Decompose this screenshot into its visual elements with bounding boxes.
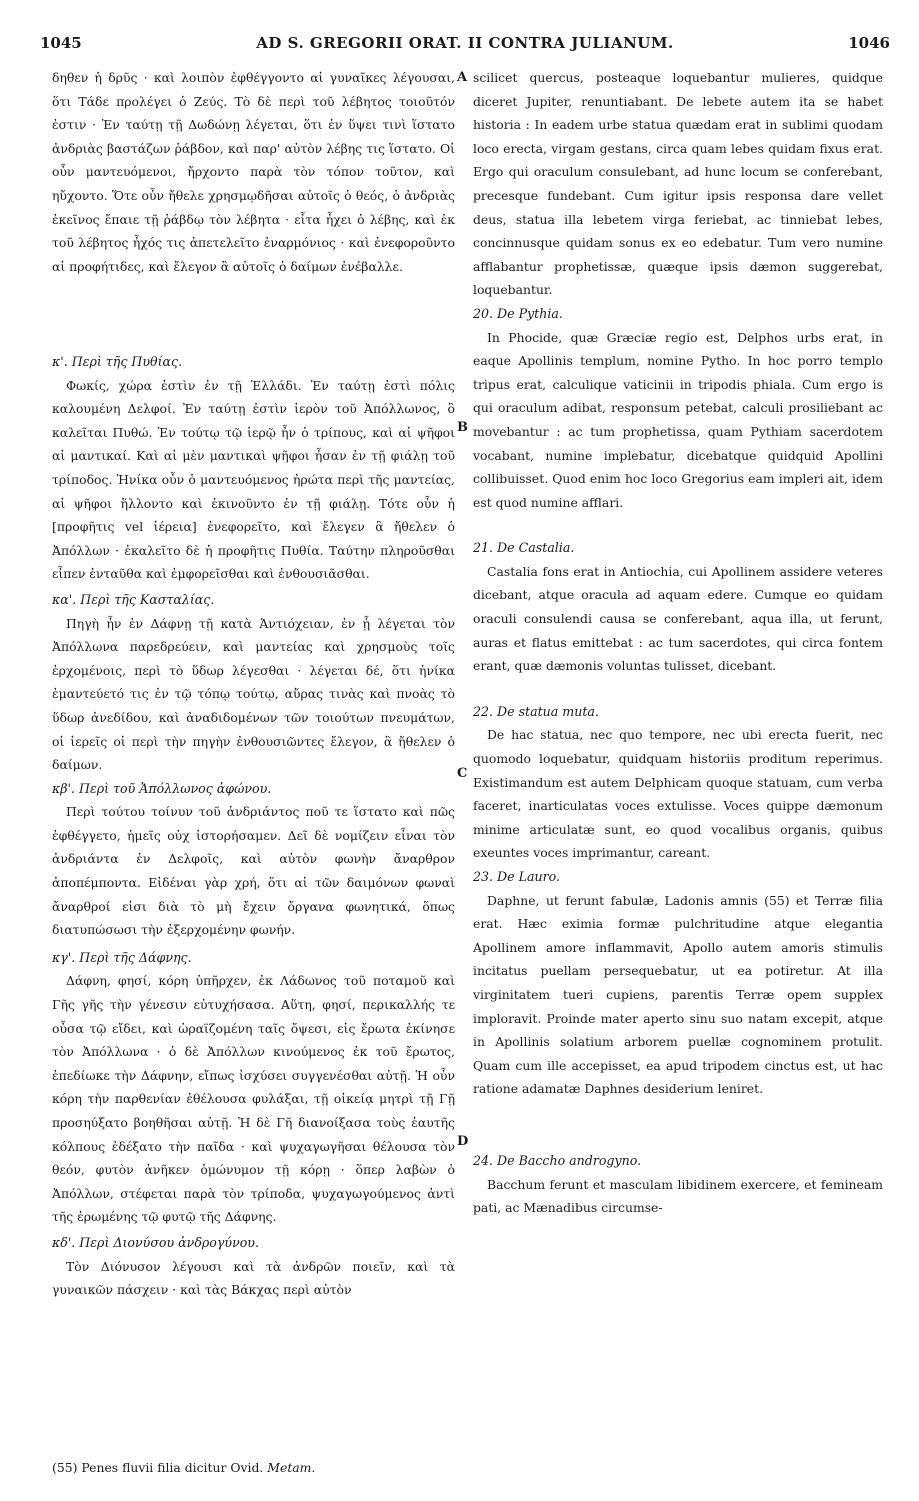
section-title: 24. De Baccho androgyno. xyxy=(473,1152,642,1168)
margin-letter-c: C xyxy=(457,766,468,781)
section-body: Castalia fons erat in Antiochia, cui Apollinem assidere veteres dicebant, atque oracula ad aquam edere. Cumque eo quidam oraculi consulendi causa se conferebant, aqua illa, ut ferunt, auras et flatus emittebat : ac tum sacerdotes, qui circa fontem erant, quæ dæmonis voluntas tulisset, dicebant. xyxy=(473,563,883,674)
page-header xyxy=(40,34,890,56)
latin-section-castalia xyxy=(473,536,883,678)
section-body: Δάφνη, φησί, κόρη ὑπῆρχεν, ἐκ Λάδωνος τοῦ ποταμοῦ καὶ Γῆς γῆς τὴν γένεσιν εὐτυχήσασα. Αὕτη, φησί, περικαλλής τε οὖσα τῷ εἴδει, καὶ ὡραϊζομένη ταῖς ὄψεσι, εἰς ἔρωτα ἐκίνησε τὸν Ἀπόλλωνα · ὁ δὲ Ἀπόλλων κινούμενος ἐκ τοῦ ἔρωτος, ἐπεδίωκε τὴν Δάφνην, εἴπως ἰσχύσει συγγενέσθαι αὐτῇ. Ἡ οὖν κόρη τὴν παρθενίαν ἐθέλουσα φυλάξαι, τῇ οἰκείᾳ μητρὶ τῇ Γῇ προσηύξατο βοηθῆσαι αὐτῇ. Ἡ δὲ Γῆ διανοίξασα τοὺς ἑαυτῆς κόλπους ἐδέξατο τὴν παῖδα · καὶ ψυχαγωγῆσαι θέλουσα τὸν θεόν, φυτὸν ἀνῆκεν ὁμώνυμον τῇ κόρῃ · ὅπερ λαβὼν ὁ Ἀπόλλων, στέφεται παρὰ τὸν τρίποδα, ψυχαγωγούμενος ἀντὶ τῆς ἐρωμένης τῷ φυτῷ τῆς Δάφνης. xyxy=(52,973,455,1225)
greek-section-daphne xyxy=(52,946,455,1229)
section-body: Φωκίς, χώρα ἐστὶν ἐν τῇ Ἑλλάδι. Ἐν ταύτῃ ἐστὶ πόλις καλουμένη Δελφοί. Ἐν ταύτῃ ἐστὶν ἱερὸν τοῦ Ἀπόλλωνος, ὃ καλεῖται Πυθώ. Ἐν τούτῳ τῷ ἱερῷ ἦν ὁ τρίπους, καὶ αἱ ψῆφοι αἱ μαντικαί. Καὶ αἱ μὲν μαντικαὶ ψῆφοι ἦσαν ἐν τῇ φιάλῃ τοῦ τρίποδος. Ἡνίκα οὖν ὁ μαντευόμενος ἠρώτα περὶ τῆς μαντείας, αἱ ψῆφοι ἥλλοντο καὶ ἐκινοῦντο ἐν τῇ φιάλῃ. Τότε οὖν ἡ [προφῆτις vel ἱέρεια] ἐνεφορεῖτο, καὶ ἔλεγεν ἃ ἤθελεν ὁ Ἀπόλλων · ἐκαλεῖτο δὲ ἡ προφῆτις Πυθία. Ταύτην πληροῦσθαι εἶπεν ἐνταῦθα καὶ ἐμφορεῖσθαι καὶ ἐνθουσιᾶσθαι. xyxy=(52,377,455,582)
latin-intro-paragraph: scilicet quercus, posteaque loquebantur mulieres, quidque diceret Jupiter, renuntiabant. De lebete autem ita se habet historia : In eadem urbe statua quædam erat in sublimi quodam loco erecta, virgam gestans, circa quam lebes quidam fixus erat. Ergo qui oraculum consulebant, ad hunc locum se conferebant, precesque fundebant. Cum igitur ipsis responsa dare vellet deus, statua illa lebetem virga feriebat, ac tinniebat lebes, concinnusque quidam sonus ex eo edebatur. Tum vero numine afflabantur prophetissæ, quæque ipsis dæmon suggerebat, loquebantur. xyxy=(473,70,883,298)
margin-letter-a: A xyxy=(457,70,468,85)
latin-section-baccho xyxy=(473,1149,883,1220)
footnote xyxy=(52,1458,552,1478)
section-title: 21. De Castalia. xyxy=(473,540,575,556)
greek-intro-paragraph: δηθεν ἡ δρῦς · καὶ λοιπὸν ἐφθέγγοντο αἱ γυναῖκες λέγουσαι, ὅτι Τάδε προλέγει ὁ Ζεύς. Τὸ δὲ περὶ τοῦ λέβητος τοιοῦτόν ἐστιν · Ἐν ταύτῃ τῇ Δωδώνῃ λέγεται, ὅτι ἐν ὕψει τινὶ ἵστατο ἀνδριὰς βαστάζων ῥάβδον, καὶ παρ' αὐτὸν λέβης τις ἵστατο. Οἱ οὖν μαντευόμενοι, ἤρχοντο παρὰ τὸν τόπον τοῦτον, καὶ ηὔχοντο. Ὅτε οὖν ἤθελε χρησμῳδῆσαι αὐτοῖς ὁ θεός, ὁ ἀνδριὰς ἐκεῖνος ἔπαιε τῇ ῥάβδῳ τὸν λέβητα · εἶτα ἦχει ὁ λέβης, καὶ ἐκ τοῦ λέβητος ἦχός τις ἀπετελεῖτο ἐναρμόνιος · καὶ ἐνεφοροῦντο αἱ προφήτιδες, καὶ ἔλεγον ἃ αὐτοῖς ὁ δαίμων ἐνέβαλλε. xyxy=(52,70,455,274)
section-body: Bacchum ferunt et masculam libidinem exercere, et femineam pati, ac Mænadibus circumse- xyxy=(473,1176,883,1216)
page-number-right: 1046 xyxy=(848,34,890,52)
latin-section-lauro xyxy=(473,865,883,1101)
section-title: κδ'. Περὶ Διονύσου ἀνδρογύνου. xyxy=(52,1234,259,1250)
greek-section-mute-apollo xyxy=(52,777,455,942)
greek-column xyxy=(52,66,455,1302)
section-body: In Phocide, quæ Græciæ regio est, Delphos urbs erat, in eaque Apollinis templum, nomine Pytho. In hoc porro templo tripus erat, calculique vaticinii in tripodis phiala. Cum ergo is qui oraculum adibat, responsum petebat, calculi prosiliebant ac movebantur : ac tum prophetissa, quam Pythiam sacerdotem vocabant, numine implebatur, dicebatque quidquid Apollini collibuisset. Quod enim hoc loco Gregorius eam impleri ait, idem est quod numine afflari. xyxy=(473,329,883,510)
latin-section-statua-muta xyxy=(473,700,883,865)
greek-section-pythia xyxy=(52,350,455,586)
section-body: Daphne, ut ferunt fabulæ, Ladonis amnis (55) et Terræ filia erat. Hæc eximia formæ pulchritudine atque elegantia Apollinem amore inflammavit, Apollo autem amoris stimulis incitatus puellam persequebatur, ut ea potiretur. At illa virginitatem tueri cupiens, parentis Terræ opem supplex imploravit. Proinde mater aperto sinu suo natam excepit, atque in Apollinis solatium arborem puellæ cognominem protulit. Quam cum ille accepisset, ea apud tripodem cinctus est, ut hac ratione adamatæ Daphnes desiderium leniret. xyxy=(473,892,883,1097)
section-body: Πηγὴ ἦν ἐν Δάφνῃ τῇ κατὰ Ἀντιόχειαν, ἐν ᾗ λέγεται τὸν Ἀπόλλωνα παρεδρεύειν, καὶ μαντείας καὶ χρησμοὺς τοῖς ἐρχομένοις, περὶ τὸ ὕδωρ λέγεσθαι · λέγεται δέ, ὅτι ἡνίκα ἐμαντεύετό τις ἐν τῷ τόπῳ τούτῳ, αὔρας τινὰς καὶ πνοὰς τὸ ὕδωρ ἀνεδίδου, καὶ ἀναδιδομένων τῶν τοιούτων πνευμάτων, οἱ ἱερεῖς οἱ περὶ τὴν πηγὴν ἐνθουσιῶντες ἔλεγον, ἃ ἤθελεν ὁ δαίμων. xyxy=(52,615,455,773)
section-title: κ'. Περὶ τῆς Πυθίας. xyxy=(52,354,183,369)
section-title: κβ'. Περὶ τοῦ Ἀπόλλωνος ἀφώνου. xyxy=(52,780,272,796)
section-title: 20. De Pythia. xyxy=(473,305,563,321)
section-body: Τὸν Διόνυσον λέγουσι καὶ τὰ ἀνδρῶν ποιεῖν, καὶ τὰ γυναικῶν πάσχειν · καὶ τὰς Βάκχας περὶ αὐτὸν xyxy=(52,1258,455,1298)
latin-section-pythia xyxy=(473,302,883,514)
section-body: Περὶ τούτου τοίνυν τοῦ ἀνδριάντος ποῦ τε ἵστατο καὶ πῶς ἐφθέγγετο, ἡμεῖς οὐχ ἱστορήσαμεν. Δεῖ δὲ νομίζειν εἶναι τὸν ἀνδριάντα ἐν Δελφοῖς, καὶ αὐτὸν φωνὴν ἄναρθρον ἀποπέμποντα. Εἰδέναι γὰρ χρή, ὅτι αἱ τῶν δαιμόνων φωναὶ ἄναρθροί εἰσι διὰ τὸ μὴ ἔχειν ὄργανα φωνητικά, ὅπως διατυπώσωσι τὴν ἐξερχομένην φωνήν. xyxy=(52,804,455,938)
greek-section-castalia xyxy=(52,588,455,777)
section-title: κα'. Περὶ τῆς Κασταλίας. xyxy=(52,591,215,607)
running-title: AD S. GREGORII ORAT. II CONTRA JULIANUM. xyxy=(256,34,674,52)
section-title: 23. De Lauro. xyxy=(473,869,560,884)
footnote-source: Metam. xyxy=(267,1460,316,1475)
section-body: De hac statua, nec quo tempore, nec ubi erecta fuerit, nec quomodo loquebatur, quidquam historiis proditum reperimus. Existimandum est autem Delphicam quoque statuam, cum verba faceret, inarticulatas voces extulisse. Voces quippe dæmonum minime articulatæ sunt, eo quod vocalibus organis, quibus exeuntes voces imprimantur, careant. xyxy=(473,727,883,861)
section-title: κγ'. Περὶ τῆς Δάφνης. xyxy=(52,949,192,965)
greek-section-dionysus xyxy=(52,1231,455,1302)
section-title: 22. De statua muta. xyxy=(473,703,599,719)
page-number-left: 1045 xyxy=(40,34,82,52)
footnote-text: (55) Penes fluvii filia dicitur Ovid. xyxy=(52,1460,264,1475)
margin-letter-d: D xyxy=(457,1134,469,1149)
margin-letter-b: B xyxy=(457,420,468,435)
latin-column xyxy=(473,66,883,1220)
